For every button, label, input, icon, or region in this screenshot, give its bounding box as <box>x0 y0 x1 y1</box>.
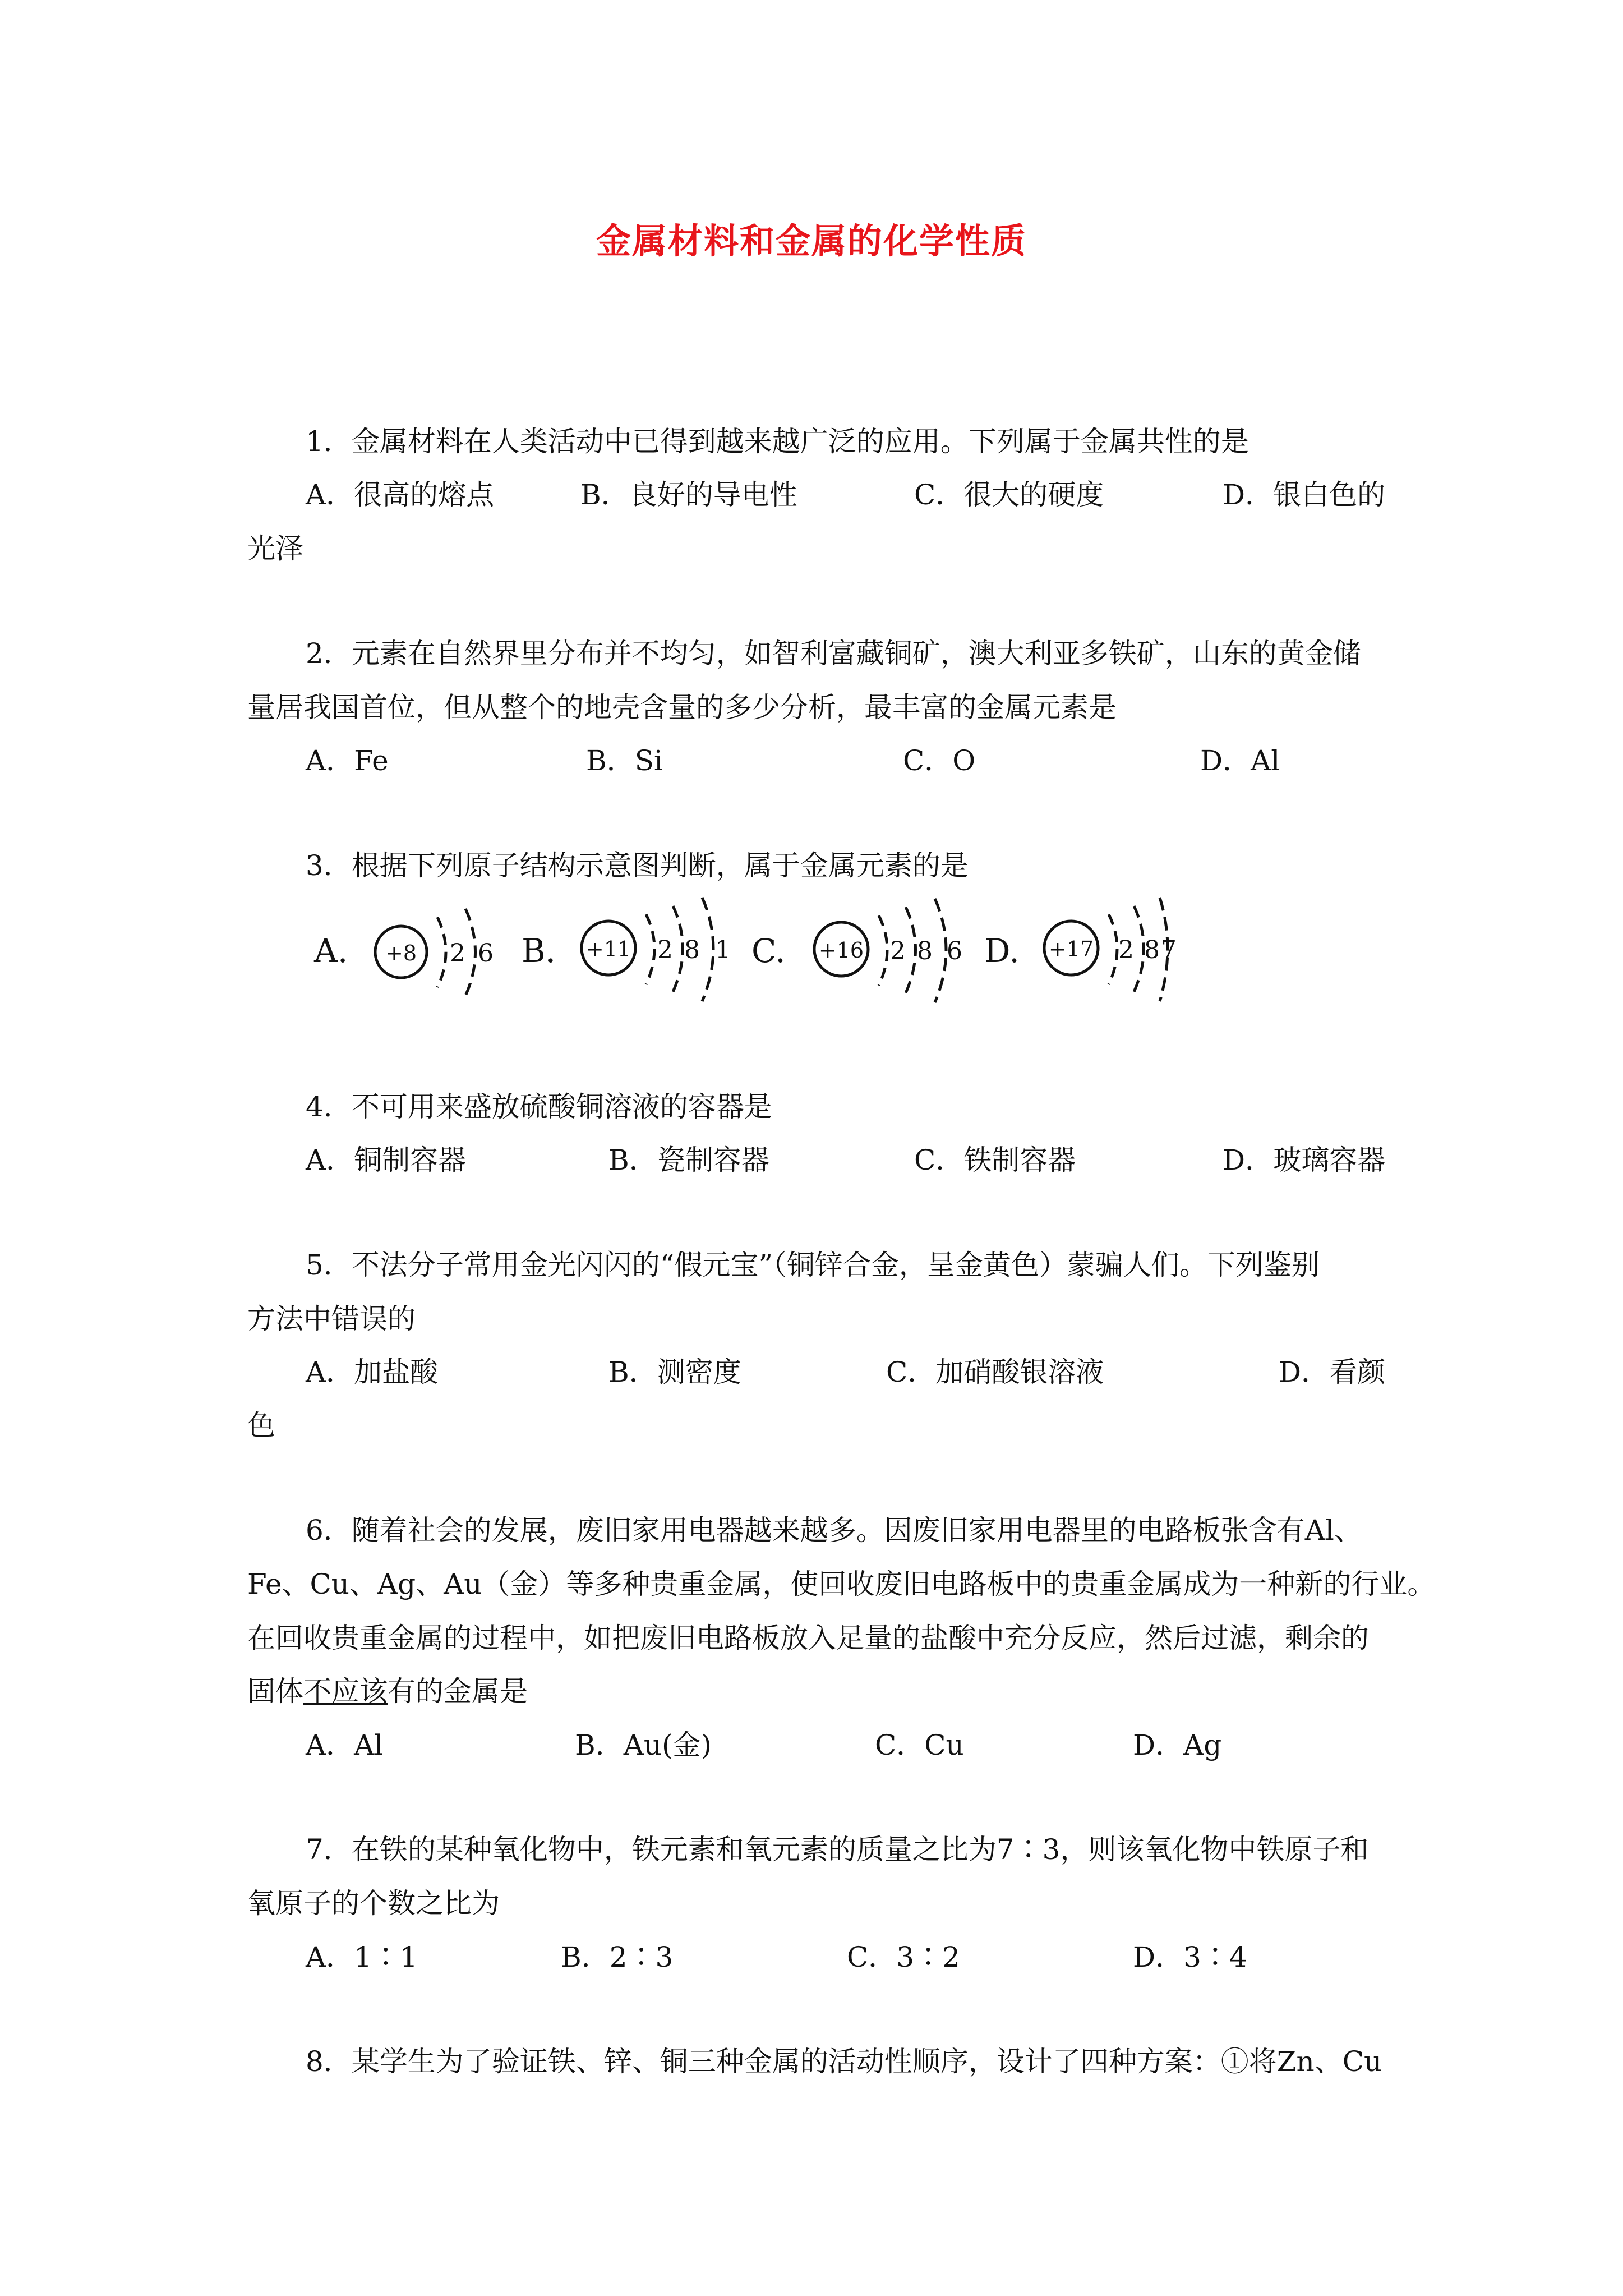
atom-a <box>313 932 348 970</box>
q1-stem: 1．金属材料在人类活动中已得到越来越广泛的应用。下列属于金属共性的是 <box>306 425 1249 458</box>
q7-stem-line2: 氧原子的个数之比为 <box>247 1887 500 1920</box>
q6-option-c: C．Cu <box>875 1729 964 1761</box>
atom-c-shell-arc-1 <box>879 915 887 986</box>
atom-c-shell-2-count: 8 <box>917 937 933 965</box>
q5-stem-line2: 方法中错误的 <box>247 1303 416 1335</box>
atom-b-shell-arc-2 <box>673 906 683 992</box>
q7-option-c: C．3∶2 <box>847 1941 960 1973</box>
q6-stem-line4-post: 有的金属是 <box>388 1675 528 1708</box>
q7-stem-line1: 7．在铁的某种氧化物中，铁元素和氧元素的质量之比为7∶3，则该氧化物中铁原子和 <box>306 1833 1369 1866</box>
atom-a-structure <box>375 909 494 996</box>
q4-option-d: D．玻璃容器 <box>1223 1144 1386 1176</box>
atom-b-shell-3-count: 1 <box>715 936 731 964</box>
atom-d-structure <box>1044 898 1177 1001</box>
q6-option-d: D．Ag <box>1133 1729 1222 1761</box>
q2-stem-line1: 2．元素在自然界里分布并不均匀，如智利富藏铜矿，澳大利亚多铁矿，山东的黄金储 <box>306 637 1361 670</box>
atom-c-structure <box>814 899 962 1002</box>
q1-option-d: D．银白色的 <box>1223 478 1386 511</box>
atom-d-shell-arc-1 <box>1109 914 1117 984</box>
q5-option-d: D．看颜 <box>1279 1356 1386 1388</box>
atom-b-structure <box>582 898 731 1001</box>
q7-option-a: A．1∶1 <box>306 1941 418 1973</box>
q4-option-b: B．瓷制容器 <box>608 1144 769 1176</box>
q6-stem-line1: 6．随着社会的发展，废旧家用电器越来越多。因废旧家用电器里的电路板张含有Al、 <box>306 1514 1362 1547</box>
atom-a-nucleus-charge: +8 <box>385 941 417 965</box>
q5-option-b: B．测密度 <box>608 1356 741 1388</box>
q1-option-b: B．良好的导电性 <box>580 478 797 511</box>
q6-stem-underlined: 不应该 <box>303 1675 388 1708</box>
atom-a-shell-1-count: 2 <box>450 939 465 968</box>
atom-a-shell-2-count: 6 <box>478 939 494 968</box>
atom-structure-diagrams <box>303 892 1178 1010</box>
atom-d-shell-2-count: 8 <box>1144 936 1160 964</box>
q5-option-a: A．加盐酸 <box>306 1356 439 1388</box>
q2-option-c: C．O <box>903 744 976 777</box>
q5-option-c: C．加硝酸银溶液 <box>886 1356 1104 1388</box>
q6-stem-line3: 在回收贵重金属的过程中，如把废旧电路板放入足量的盐酸中充分反应，然后过滤，剩余的 <box>247 1622 1369 1654</box>
q7-option-b: B．2∶3 <box>561 1941 674 1973</box>
page-title: 金属材料和金属的化学性质 <box>596 220 1027 261</box>
q3-stem: 3．根据下列原子结构示意图判断，属于金属元素的是 <box>306 849 969 882</box>
atom-c <box>751 932 786 970</box>
atom-c-nucleus-charge: +16 <box>818 938 864 963</box>
atom-b-shell-arc-3 <box>702 898 713 1001</box>
q6-option-b: B．Au(金) <box>575 1729 712 1761</box>
q1-option-a: A．很高的熔点 <box>306 478 495 511</box>
atom-b-shell-arc-1 <box>646 914 654 984</box>
atom-a-shell-arc-2 <box>465 909 476 996</box>
q8-stem-line1: 8．某学生为了验证铁、锌、铜三种金属的活动性顺序，设计了四种方案：①将Zn、Cu <box>306 2045 1382 2078</box>
atom-b-nucleus-charge: +11 <box>585 937 631 961</box>
atom-d <box>984 932 1020 970</box>
atom-b <box>522 932 556 970</box>
q2-option-a: A．Fe <box>306 744 389 777</box>
q2-stem-line2: 量居我国首位，但从整个的地壳含量的多少分析，最丰富的金属元素是 <box>247 691 1117 724</box>
atom-c-shell-1-count: 2 <box>890 937 906 965</box>
q5-stem-line1: 5．不法分子常用金光闪闪的“假元宝”（铜锌合金，呈金黄色）蒙骗人们。下列鉴别 <box>306 1249 1320 1281</box>
atom-b-shell-2-count: 8 <box>684 936 700 964</box>
q6-stem-line2: Fe、Cu、Ag、Au（金）等多种贵重金属，使回收废旧电路板中的贵重金属成为一种新的行业。 <box>247 1568 1436 1600</box>
atom-d-shell-arc-2 <box>1134 906 1144 992</box>
atom-a-shell-arc-1 <box>437 917 446 987</box>
q1-option-d-wrap: 光泽 <box>247 532 303 565</box>
atom-d-shell-1-count: 2 <box>1118 936 1134 964</box>
atom-b-shell-1-count: 2 <box>657 936 673 964</box>
atom-c-shell-arc-3 <box>935 899 946 1002</box>
atom-c-shell-arc-2 <box>906 907 916 993</box>
q4-option-c: C．铁制容器 <box>914 1144 1076 1176</box>
atom-c-letter: C. <box>751 932 786 970</box>
atom-d-shell-3-count: 7 <box>1161 936 1177 964</box>
q7-option-d: D．3∶4 <box>1133 1941 1247 1973</box>
atom-d-nucleus-charge: +17 <box>1048 937 1094 961</box>
atom-c-shell-3-count: 6 <box>947 937 962 965</box>
q2-option-b: B．Si <box>586 744 663 777</box>
atom-b-letter: B. <box>522 932 556 970</box>
q6-option-a: A．Al <box>306 1729 384 1761</box>
q1-option-c: C．很大的硬度 <box>914 478 1104 511</box>
atom-a-letter: A. <box>314 932 348 970</box>
q4-option-a: A．铜制容器 <box>306 1144 467 1176</box>
atom-d-letter: D. <box>984 932 1020 970</box>
q6-stem-line4-pre: 固体 <box>247 1675 303 1708</box>
q5-option-d-wrap: 色 <box>247 1409 275 1442</box>
q2-option-d: D．Al <box>1200 744 1280 777</box>
q4-stem: 4．不可用来盛放硫酸铜溶液的容器是 <box>306 1091 772 1123</box>
q6-stem-line4 <box>247 1674 1386 1708</box>
